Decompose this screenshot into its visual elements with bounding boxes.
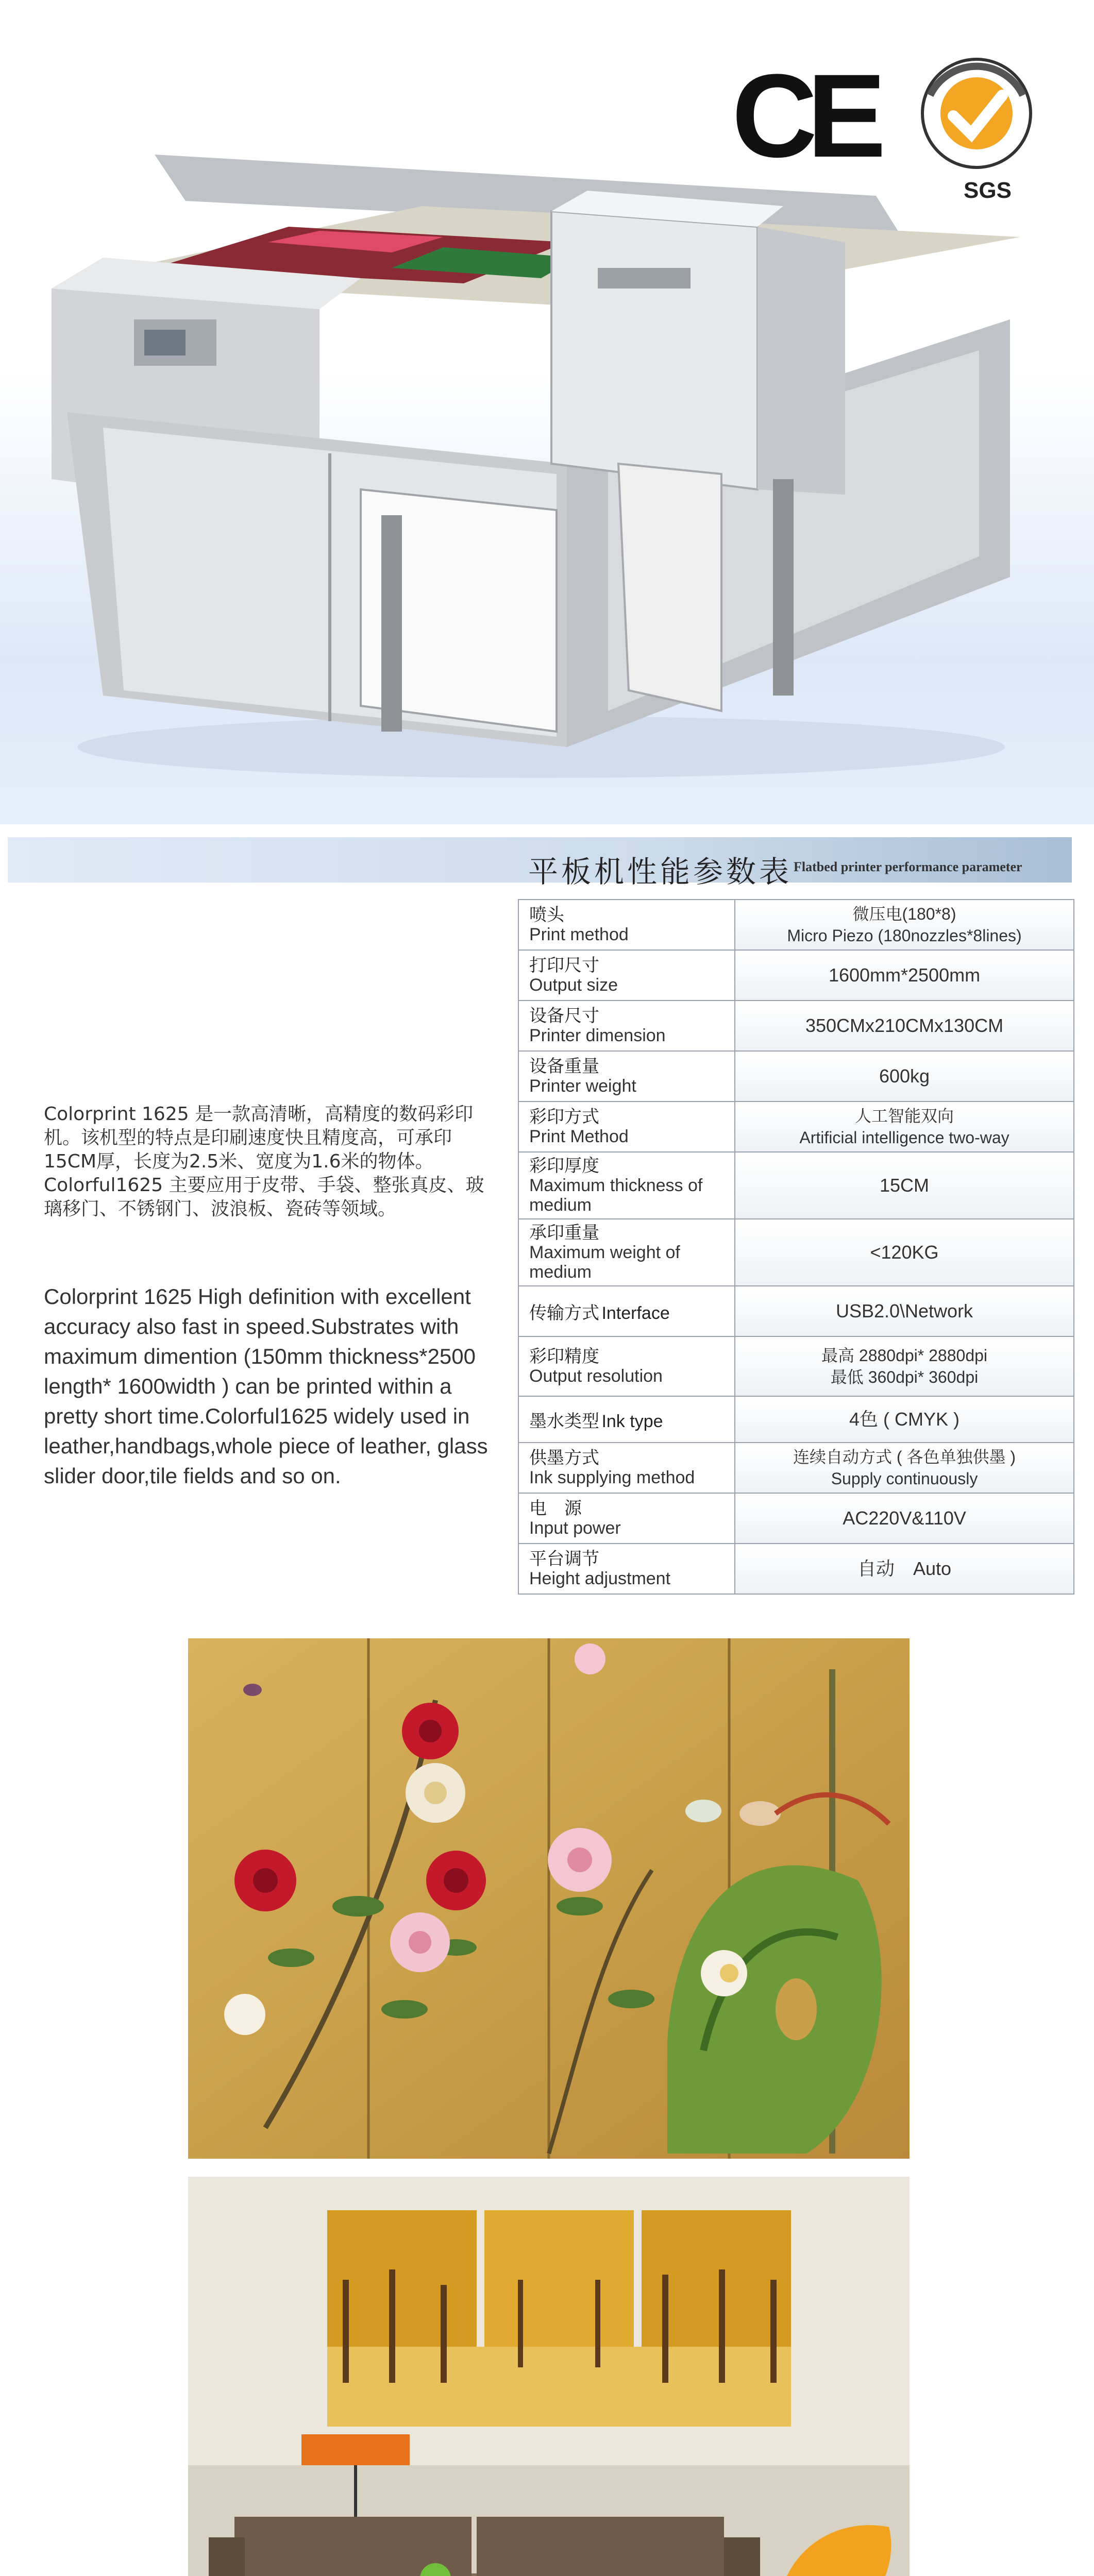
spec-label-cn: 打印尺寸 <box>529 955 599 976</box>
spec-value-cell <box>735 1493 1074 1544</box>
spec-label-cell <box>518 950 735 1001</box>
hero-banner <box>0 0 1094 824</box>
spec-row <box>518 1001 1074 1051</box>
spec-value: 连续自动方式 ( 各色单独供墨 ) <box>793 1448 1016 1466</box>
description-cn: Colorprint 1625 是一款高清晰，高精度的数码彩印机。该机型的特点是印刷速度快且精度高，可承印15CM厚，长度为2.5米、宽度为1.6米的物体。Colorful1625 主要应用于皮带、手袋、整张真皮、玻璃移门、不锈钢门、波浪板、瓷砖等领域。 <box>44 1104 484 1219</box>
spec-row <box>518 1544 1074 1594</box>
spec-value-cell <box>735 1001 1074 1051</box>
spec-label-cell <box>518 1493 735 1544</box>
spec-value-cell <box>735 1051 1074 1101</box>
spec-row <box>518 1152 1074 1219</box>
spec-label-cell <box>518 1396 735 1443</box>
spec-value-secondary: Micro Piezo (180nozzles*8lines) <box>787 926 1022 945</box>
spec-label-cn: 彩印厚度 <box>529 1156 599 1176</box>
description-en: Colorprint 1625 High definition with excellent accuracy also fast in speed.Substrates with maximum dimention (150mm thickness*2500 length* 1600width ) can be printed within a pretty short time.Colorful1625 widely used in leather,handbags,whole piece of leather, glass slider door,tile fields and so on. <box>44 1284 488 1488</box>
spec-value-cell <box>735 900 1074 950</box>
spec-label-cell <box>518 1286 735 1336</box>
sgs-certification-icon <box>917 52 1036 196</box>
spec-value-cell <box>735 1152 1074 1219</box>
living-room-image <box>188 2177 910 2576</box>
floral-screen-image <box>188 1638 910 2159</box>
spec-label-cn: 设备重量 <box>529 1056 599 1077</box>
spec-row <box>518 1493 1074 1544</box>
spec-row <box>518 1396 1074 1443</box>
spec-label-en: Print Method <box>529 1127 629 1146</box>
spec-label-en: Input power <box>529 1518 621 1538</box>
spec-value: 1600mm*2500mm <box>828 964 981 986</box>
spec-label-cell <box>518 1336 735 1396</box>
spec-value-cell <box>735 1443 1074 1493</box>
spec-row <box>518 1336 1074 1396</box>
spec-value-secondary: Supply continuously <box>831 1469 978 1488</box>
spec-value-cell <box>735 950 1074 1001</box>
spec-value: <120KG <box>870 1242 939 1263</box>
spec-label-en: Ink supplying method <box>529 1468 695 1487</box>
spec-value: 微压电(180*8) <box>852 905 956 923</box>
spec-row <box>518 1051 1074 1101</box>
sgs-label: SGS <box>964 178 1012 203</box>
spec-row <box>518 900 1074 950</box>
spec-label-en: Output size <box>529 975 618 995</box>
spec-label-cn: 墨水类型 <box>529 1411 599 1431</box>
spec-row <box>518 1443 1074 1493</box>
spec-value-cell <box>735 1101 1074 1152</box>
spec-label-en: Output resolution <box>529 1366 663 1386</box>
spec-value: 4色 ( CMYK ) <box>849 1409 960 1430</box>
spec-label-en: Print method <box>529 925 629 944</box>
spec-value-cell <box>735 1336 1074 1396</box>
spec-value: 最高 2880dpi* 2880dpi <box>821 1346 988 1365</box>
spec-value-cell <box>735 1544 1074 1594</box>
spec-label-cell <box>518 1219 735 1286</box>
spec-label-en: Interface <box>601 1303 670 1323</box>
spec-value: 人工智能双向 <box>855 1107 954 1125</box>
spec-value-secondary: Artificial intelligence two-way <box>799 1128 1009 1147</box>
spec-label-cell <box>518 1152 735 1219</box>
spec-value-cell <box>735 1286 1074 1336</box>
ce-mark-logo: CE <box>732 49 876 182</box>
sample-print-floral-screen <box>188 1638 910 2159</box>
spec-label-cn: 承印重量 <box>529 1223 599 1243</box>
spec-label-cell <box>518 1101 735 1152</box>
spec-label-cell <box>518 1001 735 1051</box>
section-title-cn: 平板机性能参数表 <box>528 854 793 889</box>
spec-label-cell <box>518 1051 735 1101</box>
spec-label-cn: 平台调节 <box>529 1549 599 1569</box>
spec-value-secondary: 最低 360dpi* 360dpi <box>830 1368 979 1386</box>
spec-label-en: Height adjustment <box>529 1569 671 1588</box>
spec-label-en: Printer dimension <box>529 1026 666 1045</box>
spec-label-en: Maximum thickness of medium <box>529 1176 703 1215</box>
spec-label-en: Printer weight <box>529 1076 636 1096</box>
spec-label-cell <box>518 1544 735 1594</box>
spec-table <box>518 899 1074 1595</box>
spec-row <box>518 1286 1074 1336</box>
spec-label-cn: 彩印方式 <box>529 1107 599 1127</box>
section-title-en: Flatbed printer performance parameter <box>794 859 1022 874</box>
spec-value-cell <box>735 1219 1074 1286</box>
sample-print-living-room <box>188 2177 910 2576</box>
spec-value-cell <box>735 1396 1074 1443</box>
spec-value: 15CM <box>880 1175 930 1196</box>
spec-label-cn: 传输方式 <box>529 1303 599 1323</box>
spec-label-cell <box>518 900 735 950</box>
spec-row <box>518 950 1074 1001</box>
certification-logos <box>721 46 1041 201</box>
spec-label-cn: 彩印精度 <box>529 1346 599 1367</box>
spec-label-cell <box>518 1443 735 1493</box>
spec-row <box>518 1101 1074 1152</box>
spec-value: USB2.0\Network <box>835 1300 973 1321</box>
spec-row <box>518 1219 1074 1286</box>
spec-label-cn: 电 源 <box>529 1498 582 1519</box>
spec-label-cn: 设备尺寸 <box>529 1006 599 1026</box>
spec-label-en: Ink type <box>601 1411 663 1431</box>
spec-value: 自动 Auto <box>857 1558 952 1579</box>
spec-value: 600kg <box>879 1065 930 1087</box>
spec-label-cn: 供墨方式 <box>529 1448 599 1468</box>
spec-value: AC220V&110V <box>843 1507 966 1529</box>
spec-value: 350CMx210CMx130CM <box>805 1015 1004 1036</box>
spec-label-cn: 喷头 <box>529 905 564 925</box>
spec-label-en: Maximum weight of medium <box>529 1243 680 1282</box>
